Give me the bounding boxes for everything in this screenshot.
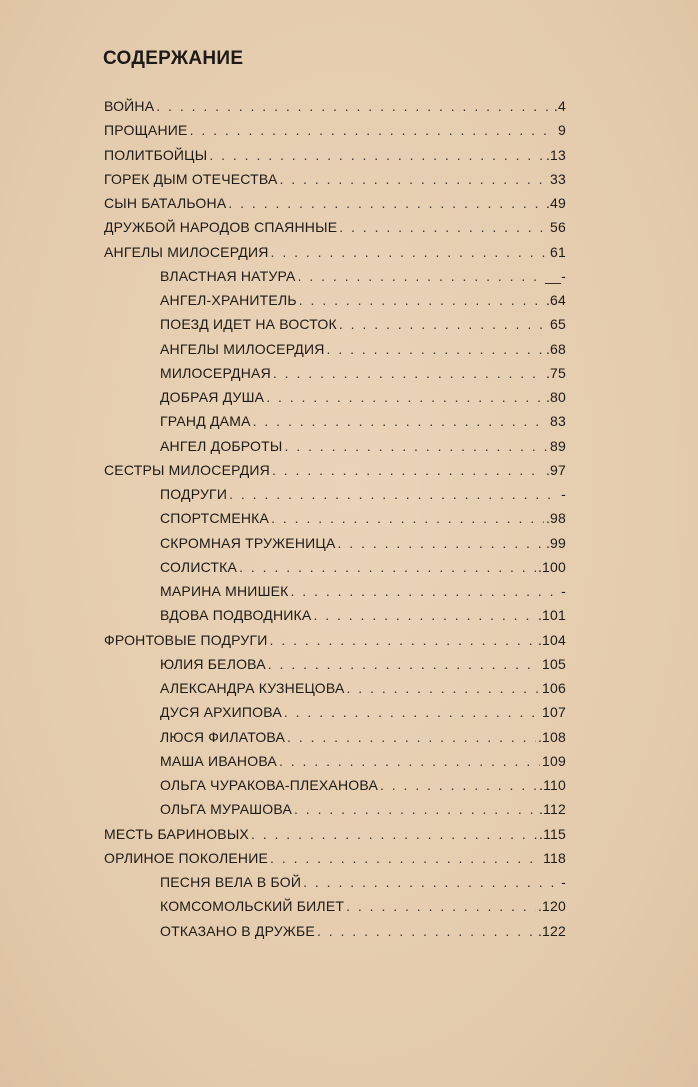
dot-leader [209,147,544,163]
toc-entry [104,607,566,631]
toc-entry [104,535,566,559]
table-of-contents [104,98,566,947]
entry-title: АНГЕЛЫ МИЛОСЕРДИЯ [160,340,325,357]
dot-leader [346,898,536,914]
entry-page: .4 [553,98,566,114]
toc-entry [104,341,566,365]
toc-entry [104,898,566,922]
entry-page: 56 [550,219,566,236]
dot-leader [294,801,537,817]
dot-leader [287,729,536,745]
entry-page: 106 [542,680,566,696]
entry-page: .49 [545,195,566,211]
entry-title: ЛЮСЯ ФИЛАТОВА [160,728,286,745]
dot-leader [327,341,544,357]
toc-entry [104,292,566,316]
entry-page: .98 [545,510,566,527]
dot-leader [279,753,540,769]
entry-title: АНГЕЛ ДОБРОТЫ [160,437,283,454]
toc-entry [104,826,566,850]
dot-leader [273,365,544,381]
toc-entry [104,195,566,219]
dot-leader [339,219,548,235]
entry-page: .97 [545,461,566,478]
dot-leader [303,874,559,890]
dot-leader [266,389,544,405]
entry-page: .101 [537,607,566,624]
toc-entry [104,583,566,607]
dot-leader [339,316,548,332]
entry-page: 65 [550,316,566,333]
entry-title: ПЕСНЯ ВЕЛА В БОЙ [160,874,302,890]
entry-title: ПОЕЗД ИДЕТ НА ВОСТОК [160,316,337,333]
dot-leader [280,171,549,187]
entry-title: МИЛОСЕРДНАЯ [160,364,271,381]
entry-page: .104 [537,631,566,648]
entry-title: КОМСОМОЛЬСКИЙ БИЛЕТ [160,898,345,915]
toc-entry [104,98,566,122]
dot-leader [338,535,544,551]
toc-entry [104,850,566,874]
entry-page: - [561,583,566,599]
entry-page: 105 [542,655,566,672]
dot-leader [317,923,536,939]
dot-leader [228,195,544,211]
dot-leader [346,680,540,696]
toc-entry [104,753,566,777]
entry-page: .108 [537,728,566,745]
entry-title: ДРУЖБОЙ НАРОДОВ СПАЯННЫЕ [104,219,338,236]
toc-entry [104,704,566,728]
toc-entry [104,219,566,243]
entry-title: СОЛИСТКА [160,558,238,575]
toc-entry [104,656,566,680]
dot-leader [299,292,544,308]
toc-entry [104,874,566,898]
toc-entry [104,559,566,583]
dot-leader [239,559,536,575]
entry-title: ОТКАЗАНО В ДРУЖБЕ [160,922,315,939]
entry-title: ОЛЬГА МУРАШОВА [160,801,293,818]
entry-page: __- [545,267,566,284]
entry-title: МАРИНА МНИШЕК [160,583,289,599]
toc-entry [104,122,566,146]
dot-leader [156,98,552,114]
dot-leader [271,510,544,526]
entry-page: .80 [545,389,566,405]
dot-leader [298,268,544,284]
dot-leader [284,438,548,454]
entry-page: 9 [558,122,566,139]
entry-title: ПОЛИТБОЙЦЫ [104,146,208,163]
entry-page: 83 [550,413,566,430]
entry-title: СЕСТРЫ МИЛОСЕРДИЯ [104,461,270,478]
entry-title: ЮЛИЯ БЕЛОВА [160,655,266,672]
entry-page: .110 [538,777,566,793]
entry-title: АНГЕЛ-ХРАНИТЕЛЬ [160,292,297,308]
entry-title: ДОБРАЯ ДУША [160,389,265,405]
dot-leader [268,656,540,672]
entry-page: .112 [538,801,566,818]
toc-entry [104,171,566,195]
entry-title: ФРОНТОВЫЕ ПОДРУГИ [104,631,268,648]
dot-leader [284,704,540,720]
dot-leader [313,607,536,623]
dot-leader [253,413,548,429]
entry-page: .13 [545,146,566,163]
entry-page: .75 [545,364,566,381]
entry-title: МЕСТЬ БАРИНОВЫХ [104,825,249,842]
dot-leader [380,777,537,793]
entry-page: .99 [545,534,566,551]
toc-entry [104,389,566,413]
entry-title: АЛЕКСАНДРА КУЗНЕЦОВА [160,680,345,696]
entry-page: 107 [542,704,566,721]
entry-page: 33 [550,170,566,187]
toc-entry [104,801,566,825]
entry-title: ОЛЬГА ЧУРАКОВА-ПЛЕХАНОВА [160,777,378,793]
page-title: СОДЕРЖАНИЕ [103,48,244,69]
entry-title: ГОРЕК ДЫМ ОТЕЧЕСТВА [104,170,278,187]
entry-page: .120 [537,898,566,915]
toc-entry [104,365,566,389]
entry-page: 89 [550,437,566,454]
entry-page: 109 [542,752,566,769]
toc-entry [104,438,566,462]
dot-leader [272,462,544,478]
entry-title: ПРОЩАНИЕ [104,122,188,139]
entry-title: ПОДРУГИ [160,486,228,502]
entry-title: ВДОВА ПОДВОДНИКА [160,607,312,624]
toc-entry [104,268,566,292]
toc-entry [104,510,566,534]
entry-title: СПОРТСМЕНКА [160,510,270,527]
toc-entry [104,632,566,656]
entry-page: - [561,874,566,890]
dot-leader [190,122,556,138]
entry-title: ГРАНД ДАМА [160,413,251,430]
entry-page: 118 [543,849,566,866]
toc-entry [104,486,566,510]
entry-title: ВОЙНА [104,98,155,114]
entry-page: .100 [537,558,566,575]
dot-leader [271,244,548,260]
toc-entry [104,147,566,171]
toc-entry [104,680,566,704]
dot-leader [270,850,541,866]
entry-page: .122 [537,922,566,939]
entry-page: .64 [545,292,566,308]
toc-entry [104,729,566,753]
dot-leader [270,632,536,648]
entry-title: ОРЛИНОЕ ПОКОЛЕНИЕ [104,849,269,866]
entry-title: СЫН БАТАЛЬОНА [104,195,227,211]
toc-entry [104,316,566,340]
toc-entry [104,413,566,437]
entry-title: ВЛАСТНАЯ НАТУРА [160,267,296,284]
toc-entry [104,777,566,801]
entry-title: АНГЕЛЫ МИЛОСЕРДИЯ [104,243,269,260]
toc-entry [104,462,566,486]
dot-leader [251,826,537,842]
entry-page: - [561,486,566,502]
toc-entry [104,244,566,268]
entry-page: .115 [538,825,566,842]
entry-title: МАША ИВАНОВА [160,752,277,769]
toc-entry [104,923,566,947]
entry-page: 61 [550,243,566,260]
entry-title: СКРОМНАЯ ТРУЖЕНИЦА [160,534,336,551]
entry-title: ДУСЯ АРХИПОВА [160,704,282,721]
dot-leader [291,583,560,599]
entry-page: .68 [545,340,566,357]
dot-leader [229,486,559,502]
